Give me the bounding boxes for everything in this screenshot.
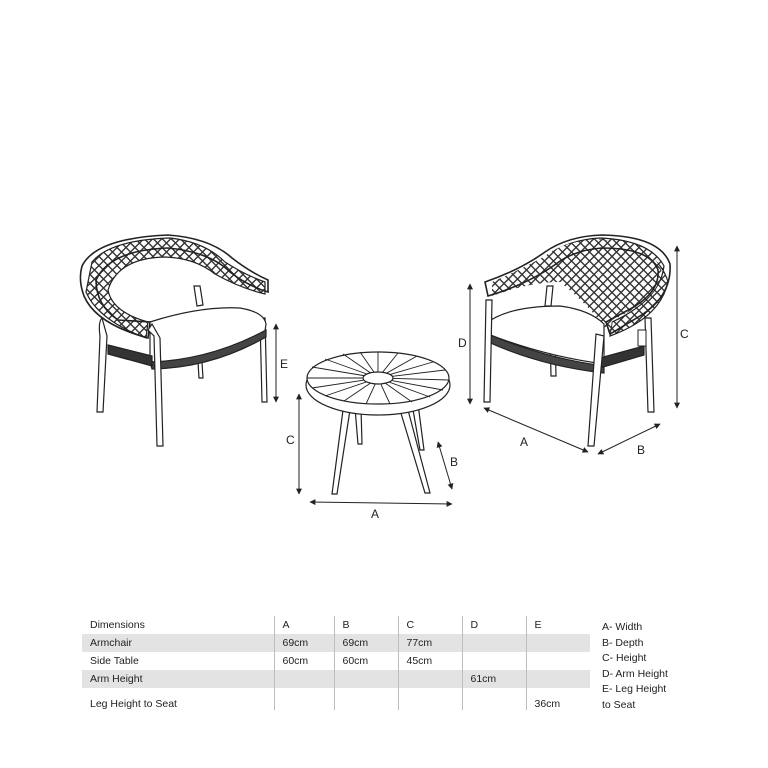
dimension-legend	[602, 620, 668, 713]
legend-item: C- Height	[602, 652, 647, 664]
table-row	[82, 634, 590, 652]
label-b: B	[450, 455, 459, 469]
cell-c: 45cm	[398, 652, 462, 670]
cell-a: 69cm	[274, 634, 334, 652]
row-label: Side Table	[90, 655, 139, 667]
cell-b: 69cm	[334, 634, 398, 652]
label-e: E	[280, 357, 289, 371]
tabletop-center	[363, 372, 393, 384]
dimension-a-table	[310, 502, 452, 521]
cell-e	[526, 634, 590, 652]
cell-e	[526, 670, 590, 688]
cell-a: 60cm	[274, 652, 334, 670]
cell-a	[274, 688, 334, 710]
table-row	[82, 670, 590, 688]
dimensions-table	[82, 616, 590, 710]
legend-item: D- Arm Height	[602, 667, 668, 680]
row-label: Armchair	[82, 634, 274, 652]
label-a: A	[520, 435, 529, 449]
table-leg	[332, 410, 350, 494]
cell-d	[462, 634, 526, 652]
label-c: C	[680, 327, 689, 341]
cell-b	[334, 670, 398, 688]
cell-a	[274, 670, 334, 688]
header-cell: B	[334, 616, 398, 634]
dimension-d-right	[458, 284, 470, 404]
cell-d	[462, 688, 526, 710]
cell-d	[462, 652, 526, 670]
dimension-c-right	[677, 246, 689, 408]
legend-item: A- Width	[602, 621, 643, 633]
front-leg	[484, 300, 492, 402]
cell-c	[398, 670, 462, 688]
header-cell: Dimensions	[90, 619, 145, 631]
dimension-a-right	[484, 408, 588, 452]
armchair-left	[80, 235, 268, 446]
cell-b	[334, 688, 398, 710]
side-stretcher	[108, 345, 152, 366]
arm-support	[545, 286, 553, 306]
label-a: A	[371, 507, 380, 521]
row-label: Arm Height	[82, 670, 274, 688]
cell-d: 61cm	[462, 670, 526, 688]
label-d: D	[458, 336, 467, 350]
dimension-b-table	[438, 442, 458, 489]
label-c: C	[286, 433, 295, 447]
label-b: B	[637, 443, 646, 457]
dimension-b-right	[598, 424, 660, 457]
cell-b: 60cm	[334, 652, 398, 670]
legend-item: to Seat	[602, 698, 636, 711]
dimension-c-table	[286, 394, 299, 494]
side-stretcher	[600, 346, 644, 368]
table-header-row	[82, 616, 590, 634]
cell-c: 77cm	[398, 634, 462, 652]
legend-item: E- Leg Height	[602, 683, 667, 695]
table-row	[82, 652, 590, 670]
side-table	[306, 352, 450, 494]
armchair-right	[484, 235, 670, 446]
cell-e	[526, 652, 590, 670]
cell-c	[398, 688, 462, 710]
header-cell: C	[398, 616, 462, 634]
cell-e: 36cm	[526, 688, 590, 710]
arm-support	[194, 286, 203, 306]
row-label: Leg Height to Seat	[90, 698, 177, 710]
header-cell: D	[462, 616, 526, 634]
header-cell: E	[526, 616, 590, 634]
front-leg	[97, 318, 107, 412]
header-cell: A	[274, 616, 334, 634]
table-row	[82, 688, 590, 710]
legend-item: B- Depth	[602, 636, 644, 649]
dimension-e-left	[276, 324, 288, 402]
